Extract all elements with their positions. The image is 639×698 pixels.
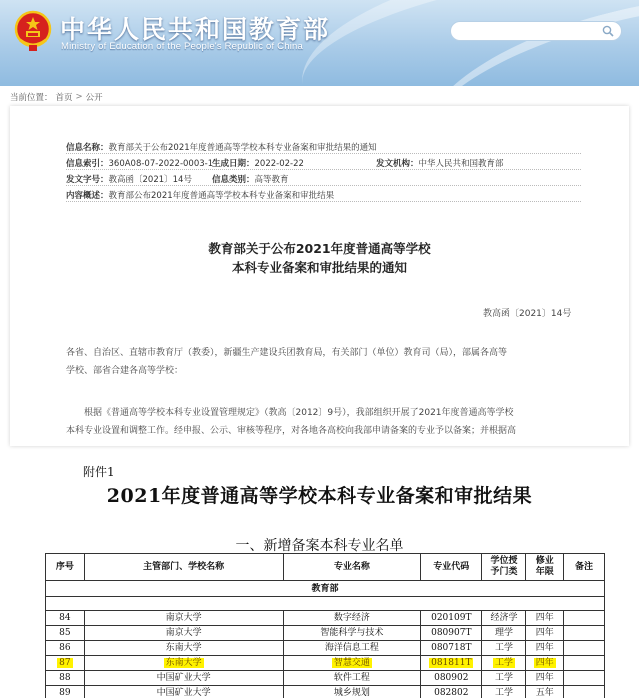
col-header-no: 序号 [46,554,85,581]
article-title-line-1: 教育部关于公布2021年度普通高等学校 [208,241,431,256]
col-header-years [526,554,564,581]
cell-note [564,641,605,656]
cell-school [84,656,283,671]
cell-major: 城乡规划 [283,686,421,698]
meta-doc-no-value: 教高函〔2021〕14号 [108,175,192,185]
cell-school: 中国矿业大学 [84,686,283,698]
cell-code: 080718T [421,641,482,656]
cell-no: 84 [46,611,85,626]
meta-divider [66,169,581,170]
highlight-years: 四年 [535,658,554,668]
meta-category-value: 高等教育 [254,175,289,185]
article-paragraph-2 [66,404,572,440]
cell-no: 88 [46,671,85,686]
meta-summary [66,189,334,201]
cell-degree: 工学 [482,641,526,656]
article-card [10,106,629,446]
cell-note [564,656,605,671]
cell-major: 软件工程 [283,671,421,686]
table-row-highlighted [46,656,605,671]
cell-degree: 理学 [482,626,526,641]
cell-degree: 工学 [482,686,526,698]
cell-note [564,611,605,626]
majors-table [45,553,605,698]
meta-category-label: 信息类别： [212,175,255,185]
site-header [0,0,639,86]
col-header-note: 备注 [564,554,605,581]
meta-issuer [376,157,504,169]
cell-degree: 经济学 [482,611,526,626]
cell-degree [482,656,526,671]
search-box[interactable] [450,21,622,41]
meta-divider [66,185,581,186]
col-header-school: 主管部门、学校名称 [84,554,283,581]
col-header-years-line-2: 年限 [535,567,554,577]
highlight-no: 87 [59,658,71,668]
meta-index-value: 360A08-07-2022-0003-1 [108,159,214,169]
cell-school: 东南大学 [84,641,283,656]
cell-code: 080907T [421,626,482,641]
article-paragraph-2-line-2: 本科专业设置和调整工作。经申报、公示、审核等程序，对各地各高校向我部申请备案的专业予以备案；并根据高 [66,426,517,436]
article-paragraph-1-line-2: 学校、部省合建各高等学校： [66,366,184,376]
meta-doc-no [66,173,192,185]
attachment-label: 附件1 [83,465,115,479]
table-row [46,641,605,656]
meta-date [212,157,304,169]
cell-years: 四年 [526,641,564,656]
cell-school: 南京大学 [84,626,283,641]
meta-summary-label: 内容概述： [66,191,109,201]
meta-category [212,173,289,185]
cell-school: 南京大学 [84,611,283,626]
meta-info-name-value: 教育部关于公布2021年度普通高等学校本科专业备案和审批结果的通知 [108,143,377,153]
cell-code: 082802 [421,686,482,698]
cell-code: 080902 [421,671,482,686]
cell-years: 四年 [526,626,564,641]
cell-years: 四年 [526,671,564,686]
site-subtitle: Ministry of Education of the People's Republic of China [61,41,303,52]
breadcrumb [10,91,103,103]
search-icon[interactable] [602,25,614,37]
article-paragraph-1-line-1: 各省、自治区、直辖市教育厅（教委），新疆生产建设兵团教育局，有关部门（单位）教育司（局），部属各高等 [66,348,508,358]
cell-degree: 工学 [482,671,526,686]
cell-code: 020109T [421,611,482,626]
table-section-label: 教育部 [46,581,605,597]
cell-years: 四年 [526,611,564,626]
cell-major: 海洋信息工程 [283,641,421,656]
search-input[interactable] [461,24,591,39]
cell-no: 89 [46,686,85,698]
table-row [46,611,605,626]
meta-summary-value: 教育部公布2021年度普通高等学校本科专业备案和审批结果 [108,191,335,201]
table-gap-cell [46,597,605,611]
highlight-school: 东南大学 [165,658,202,668]
breadcrumb-home-link[interactable]: 首页 [55,93,73,103]
meta-date-value: 2022-02-22 [254,159,304,169]
article-paragraph-2-line-1: 根据《普通高等学校本科专业设置管理规定》（教高〔2012〕9号），我部组织开展了2021年度普通高等学校 [84,408,514,418]
meta-info-name [66,141,377,153]
table-row [46,671,605,686]
cell-no: 85 [46,626,85,641]
cell-years: 五年 [526,686,564,698]
meta-info-name-label: 信息名称： [66,143,109,153]
cell-major: 智能科学与技术 [283,626,421,641]
attachment-subtitle: 一、新增备案本科专业名单 [235,538,404,554]
table-header-row [46,554,605,581]
article-paragraph-1 [66,344,572,380]
col-header-degree-line-2: 予门类 [490,567,518,577]
breadcrumb-label: 当前位置： [10,93,53,103]
attachment-title: 2021年度普通高等学校本科专业备案和审批结果 [106,485,533,507]
breadcrumb-current-link[interactable]: 公开 [85,93,103,103]
highlight-degree: 工学 [494,658,513,668]
breadcrumb-separator: > [75,92,83,102]
cell-note [564,686,605,698]
meta-issuer-value: 中华人民共和国教育部 [418,159,504,169]
cell-note [564,626,605,641]
article-doc-number: 教高函〔2021〕14号 [483,309,572,319]
col-header-years-line-1: 修业 [535,556,554,566]
highlight-major: 智慧交通 [333,658,370,668]
cell-school: 中国矿业大学 [84,671,283,686]
col-header-degree-line-1: 学位授 [490,556,518,566]
meta-date-label: 生成日期： [212,159,255,169]
cell-no: 86 [46,641,85,656]
meta-divider [66,153,581,154]
col-header-code: 专业代码 [421,554,482,581]
article-title-line-2: 本科专业备案和审批结果的通知 [231,260,407,275]
col-header-degree [482,554,526,581]
meta-doc-no-label: 发文字号： [66,175,109,185]
col-header-major: 专业名称 [283,554,421,581]
meta-index-label: 信息索引： [66,159,109,169]
table-gap-row [46,597,605,611]
table-section-row [46,581,605,597]
meta-divider [66,201,581,202]
site-title[interactable]: 中华人民共和国教育部 [60,15,331,44]
cell-code [421,656,482,671]
cell-major [283,656,421,671]
national-emblem-icon[interactable] [14,10,52,52]
table-row [46,626,605,641]
meta-index [66,157,213,169]
table-row [46,686,605,698]
cell-major: 数字经济 [283,611,421,626]
meta-issuer-label: 发文机构： [376,159,419,169]
cell-note [564,671,605,686]
cell-no [46,656,85,671]
highlight-code: 081811T [431,658,472,668]
cell-years [526,656,564,671]
